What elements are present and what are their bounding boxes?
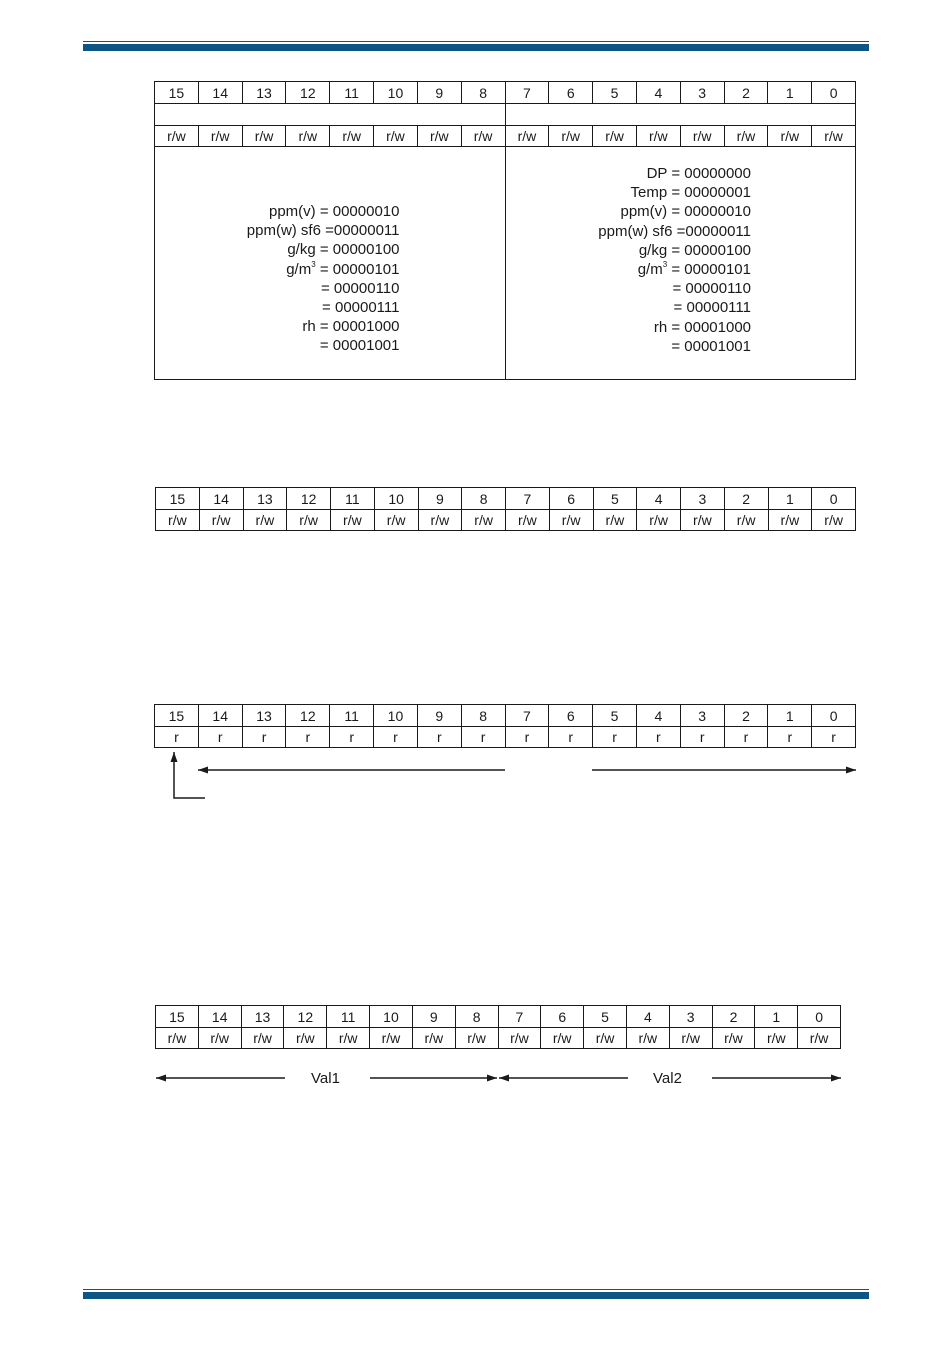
bit-number-cell: 9 (418, 488, 462, 510)
bit-number-cell: 2 (712, 1006, 755, 1028)
access-cell: r/w (593, 126, 637, 147)
access-cell: r (593, 727, 637, 748)
access-cell: r/w (812, 126, 856, 147)
bit-number-cell: 3 (669, 1006, 712, 1028)
access-cell: r/w (330, 126, 374, 147)
access-cell: r/w (724, 510, 768, 531)
bit-number-cell: 5 (593, 705, 637, 727)
access-cell: r/w (327, 1028, 370, 1049)
bit-number-cell: 4 (637, 488, 681, 510)
bit-number-cell: 0 (812, 488, 856, 510)
access-cell: r/w (462, 510, 506, 531)
access-cell: r (768, 727, 812, 748)
bit-number-cell: 3 (680, 705, 724, 727)
bit-number-cell: 14 (198, 1006, 241, 1028)
bit-number-cell: 10 (370, 1006, 413, 1028)
bit-number-cell: 6 (549, 82, 593, 104)
access-cell: r/w (284, 1028, 327, 1049)
access-cell: r/w (243, 510, 287, 531)
encoding-text: = 00000110 (320, 279, 400, 297)
bit-number-cell: 8 (455, 1006, 498, 1028)
bit-number-cell: 6 (541, 1006, 584, 1028)
bit-number-cell: 10 (374, 705, 418, 727)
access-cell: r (242, 727, 286, 748)
bit-number-cell: 0 (812, 82, 856, 104)
encoding-text: Temp = 00000001 (630, 184, 751, 202)
access-cell: r/w (637, 510, 681, 531)
bit-number-cell: 1 (768, 82, 812, 104)
bit-number-cell: 15 (155, 82, 199, 104)
access-cell: r (286, 727, 330, 748)
encoding-text: rh = 00001000 (653, 318, 751, 336)
bit-number-cell: 12 (284, 1006, 327, 1028)
bit-number-cell: 12 (286, 82, 330, 104)
access-cell: r/w (156, 1028, 199, 1049)
access-cell: r/w (374, 126, 418, 147)
bit-number-cell: 13 (241, 1006, 284, 1028)
bit-number-cell: 8 (461, 705, 505, 727)
access-cell: r/w (506, 510, 550, 531)
bit-number-cell: 7 (505, 82, 549, 104)
bit-number-cell: 9 (417, 82, 461, 104)
bit-number-cell: 14 (198, 705, 242, 727)
bit-number-cell: 5 (593, 488, 637, 510)
access-cell: r/w (199, 510, 243, 531)
access-cell: r/w (505, 126, 549, 147)
access-cell: r/w (412, 1028, 455, 1049)
bit-number-cell: 9 (417, 705, 461, 727)
access-cell: r/w (680, 126, 724, 147)
access-cell: r/w (681, 510, 725, 531)
encoding-text: g/kg = 00000100 (638, 241, 751, 259)
bit-number-cell: 13 (243, 488, 287, 510)
bit-number-cell: 4 (636, 705, 680, 727)
bit-number-cell: 15 (155, 705, 199, 727)
access-cell: r (198, 727, 242, 748)
bit-number-cell: 1 (755, 1006, 798, 1028)
bit-number-cell: 3 (680, 82, 724, 104)
encoding-text: ppm(v) = 00000010 (620, 203, 751, 221)
bit-number-cell: 6 (549, 488, 593, 510)
encoding-text: = 00000110 (672, 280, 751, 298)
encoding-suffix: = 00000101 (667, 261, 751, 279)
encoding-text: g/kg = 00000100 (287, 241, 400, 259)
encoding-text: ppm(w) sf6 =00000011 (598, 222, 751, 240)
bit-number-cell: 15 (156, 488, 200, 510)
access-cell: r (549, 727, 593, 748)
access-cell: r/w (198, 126, 242, 147)
bit-number-cell: 10 (374, 82, 418, 104)
bit-number-cell: 13 (242, 705, 286, 727)
access-cell: r/w (156, 510, 200, 531)
bit-number-cell: 7 (498, 1006, 541, 1028)
sign-bit-arrow (174, 752, 205, 798)
access-cell: r/w (669, 1028, 712, 1049)
bit-number-cell: 2 (724, 488, 768, 510)
access-cell: r/w (636, 126, 680, 147)
access-cell: r/w (417, 126, 461, 147)
encoding-text: = 00000111 (673, 299, 751, 317)
access-cell: r (680, 727, 724, 748)
superscript: 3 (311, 259, 316, 269)
access-cell: r/w (584, 1028, 627, 1049)
access-cell: r (461, 727, 505, 748)
access-cell: r/w (768, 126, 812, 147)
bit-number-cell: 2 (724, 705, 768, 727)
access-cell: r/w (418, 510, 462, 531)
access-cell: r (505, 727, 549, 748)
encoding-text: DP = 00000000 (646, 165, 751, 182)
bit-number-cell: 10 (374, 488, 418, 510)
bit-number-cell: 11 (331, 488, 375, 510)
superscript: 3 (662, 260, 668, 270)
access-cell: r/w (242, 126, 286, 147)
access-cell: r/w (712, 1028, 755, 1049)
access-cell: r/w (155, 126, 199, 147)
access-cell: r (155, 727, 199, 748)
access-cell: r/w (755, 1028, 798, 1049)
footer-rule (83, 1292, 869, 1299)
bit-number-cell: 11 (330, 705, 374, 727)
access-cell: r (330, 727, 374, 748)
bit-number-cell: 5 (593, 82, 637, 104)
bit-number-cell: 14 (198, 82, 242, 104)
bit-number-cell: 14 (199, 488, 243, 510)
bit-number-cell: 0 (798, 1006, 841, 1028)
encoding-text: = 00001001 (671, 337, 751, 355)
bit-number-cell: 12 (286, 705, 330, 727)
access-cell: r (812, 727, 856, 748)
access-cell: r/w (241, 1028, 284, 1049)
access-cell: r (636, 727, 680, 748)
access-cell: r/w (549, 126, 593, 147)
encoding-text: = 00000111 (322, 299, 400, 317)
encoding-text: rh = 00001000 (302, 318, 400, 336)
encoding-text: ppm(v) = 00000010 (268, 203, 400, 220)
bit-number-cell: 9 (412, 1006, 455, 1028)
encoding-text: g/m (286, 260, 312, 278)
access-cell: r/w (455, 1028, 498, 1049)
encoding-text: = 00001001 (319, 337, 400, 355)
encoding-suffix: = 00000101 (315, 260, 400, 278)
bit-number-cell: 7 (505, 705, 549, 727)
access-cell: r/w (461, 126, 505, 147)
bit-number-cell: 12 (287, 488, 331, 510)
access-cell: r (417, 727, 461, 748)
access-cell: r/w (331, 510, 375, 531)
access-cell: r/w (374, 510, 418, 531)
val2-label: Val2 (653, 1070, 682, 1087)
bit-number-cell: 6 (549, 705, 593, 727)
access-cell: r/w (541, 1028, 584, 1049)
access-cell: r (724, 727, 768, 748)
bit-number-cell: 5 (584, 1006, 627, 1028)
access-cell: r (374, 727, 418, 748)
bit-number-cell: 1 (768, 488, 812, 510)
bit-number-cell: 8 (461, 82, 505, 104)
bit-number-cell: 11 (330, 82, 374, 104)
bit-number-cell: 4 (636, 82, 680, 104)
val1-label: Val1 (311, 1070, 340, 1087)
access-cell: r/w (287, 510, 331, 531)
bit-number-cell: 15 (156, 1006, 199, 1028)
access-cell: r/w (286, 126, 330, 147)
bit-number-cell: 3 (681, 488, 725, 510)
bit-number-cell: 13 (242, 82, 286, 104)
access-cell: r/w (724, 126, 768, 147)
access-cell: r/w (593, 510, 637, 531)
encoding-text: g/m (637, 261, 663, 279)
bit-number-cell: 1 (768, 705, 812, 727)
access-cell: r/w (798, 1028, 841, 1049)
access-cell: r/w (370, 1028, 413, 1049)
bit-number-cell: 0 (812, 705, 856, 727)
bit-number-cell: 2 (724, 82, 768, 104)
bit-number-cell: 8 (462, 488, 506, 510)
access-cell: r/w (812, 510, 856, 531)
access-cell: r/w (768, 510, 812, 531)
access-cell: r/w (549, 510, 593, 531)
access-cell: r/w (626, 1028, 669, 1049)
encoding-text: ppm(w) sf6 =00000011 (246, 222, 400, 240)
bit-number-cell: 4 (626, 1006, 669, 1028)
access-cell: r/w (198, 1028, 241, 1049)
bit-number-cell: 7 (506, 488, 550, 510)
bit-number-cell: 11 (327, 1006, 370, 1028)
access-cell: r/w (498, 1028, 541, 1049)
